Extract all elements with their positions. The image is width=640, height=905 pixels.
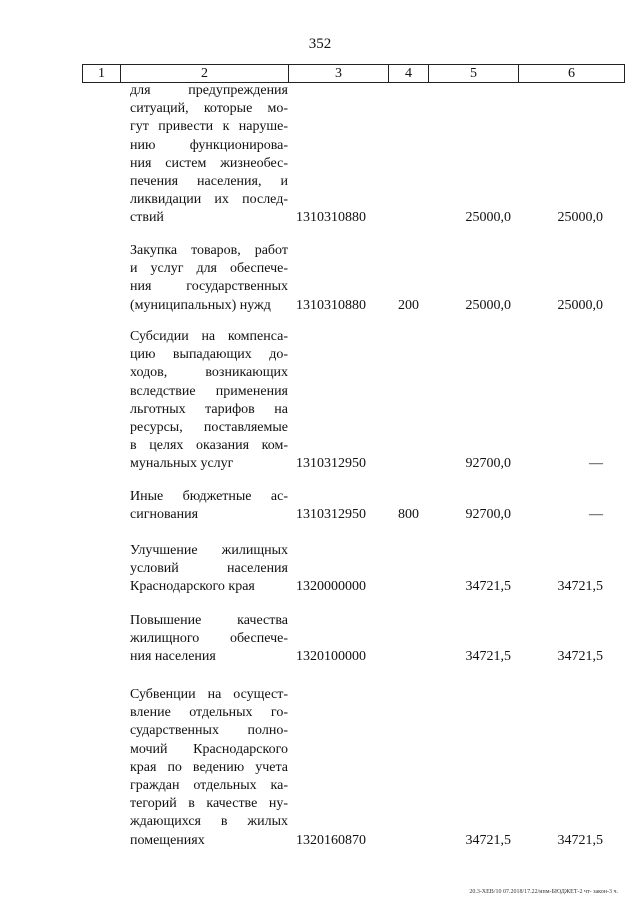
description-line: вление отдельных го-: [130, 705, 288, 721]
description-line: Краснодарского края: [130, 579, 255, 595]
document-footer: 20.3-ХЕВ/10 07.2018/17.22/ипм-БЮДЖЕТ-2 чт- закон-3 ч.: [469, 889, 618, 895]
description-line: ния государственных: [130, 279, 288, 295]
column-header-6: 6: [519, 65, 625, 83]
column-header-4: 4: [389, 65, 429, 83]
description-line: Улучшение жилищных: [130, 543, 288, 558]
amount-col6: 25000,0: [557, 210, 603, 226]
expense-type-code: 200: [398, 297, 419, 313]
description-line: сударственных полно-: [130, 723, 288, 739]
description-line: ствий: [130, 210, 164, 226]
description-line: Повышение качества: [130, 613, 288, 628]
column-header-table: [82, 64, 625, 83]
column-header-3: 3: [289, 65, 389, 83]
row-description: [130, 686, 288, 850]
description-line: мочий Краснодарского: [130, 741, 288, 757]
description-line: вследствие применения: [130, 383, 288, 399]
amount-col5: 25000,0: [465, 297, 511, 313]
description-line: тегорий в качестве ну-: [130, 796, 288, 812]
amount-col5: 34721,5: [465, 649, 511, 665]
amount-col6: 25000,0: [557, 297, 603, 313]
description-line: ходов, возникающих: [130, 365, 288, 381]
description-line: ресурсы, поставляемые: [130, 419, 288, 435]
description-line: нию функционирова-: [130, 137, 288, 153]
amount-col5: 25000,0: [465, 210, 511, 226]
description-line: (муниципальных) нужд: [130, 297, 271, 313]
description-line: края по ведению учета: [130, 759, 288, 775]
target-article-code: 1320160870: [296, 832, 366, 848]
description-line: ликвидации их послед-: [130, 192, 288, 208]
amount-col6: 34721,5: [557, 832, 603, 848]
target-article-code: 1320000000: [296, 579, 366, 595]
description-line: гут привести к наруше-: [130, 119, 288, 135]
description-line: мунальных услуг: [130, 456, 234, 472]
amount-col6: 34721,5: [557, 649, 603, 665]
description-line: ния систем жизнеобес-: [130, 155, 288, 171]
amount-col6: 34721,5: [557, 579, 603, 595]
description-line: Закупка товаров, работ: [130, 243, 288, 258]
amount-col6: —: [589, 456, 603, 472]
description-line: Иные бюджетные ас-: [130, 489, 288, 504]
description-line: граждан отдельных ка-: [130, 777, 288, 793]
description-line: помещениях: [130, 832, 205, 848]
description-line: цию выпадающих до-: [130, 347, 288, 363]
row-description: [130, 82, 288, 228]
row-description: [130, 242, 288, 315]
description-line: жилищного обеспече-: [130, 631, 288, 647]
row-description: [130, 328, 288, 474]
description-line: ждающихся в жилых: [130, 814, 288, 830]
description-line: ния населения: [130, 649, 216, 665]
amount-col6: —: [589, 507, 603, 523]
description-line: ситуаций, которые мо-: [130, 101, 288, 117]
target-article-code: 1310310880: [296, 210, 366, 226]
row-description: [130, 542, 288, 597]
target-article-code: 1320100000: [296, 649, 366, 665]
description-line: Субвенции на осущест-: [130, 687, 288, 702]
target-article-code: 1310312950: [296, 456, 366, 472]
column-header-2: 2: [121, 65, 289, 83]
amount-col5: 34721,5: [465, 832, 511, 848]
column-header-5: 5: [429, 65, 519, 83]
description-line: Субсидии на компенса-: [130, 329, 288, 344]
column-header-1: 1: [83, 65, 121, 83]
row-description: [130, 612, 288, 667]
description-line: для предупреждения: [130, 83, 288, 98]
description-line: условий населения: [130, 561, 288, 577]
description-line: льготных тарифов на: [130, 401, 288, 417]
description-line: печения населения, и: [130, 173, 288, 189]
page-number: 352: [308, 36, 332, 52]
target-article-code: 1310312950: [296, 507, 366, 523]
description-line: и услуг для обеспече-: [130, 261, 288, 277]
description-line: в целях оказания ком-: [130, 438, 288, 454]
amount-col5: 92700,0: [465, 507, 511, 523]
row-description: [130, 488, 288, 524]
amount-col5: 34721,5: [465, 579, 511, 595]
expense-type-code: 800: [398, 507, 419, 523]
target-article-code: 1310310880: [296, 297, 366, 313]
description-line: сигнования: [130, 507, 199, 523]
amount-col5: 92700,0: [465, 456, 511, 472]
